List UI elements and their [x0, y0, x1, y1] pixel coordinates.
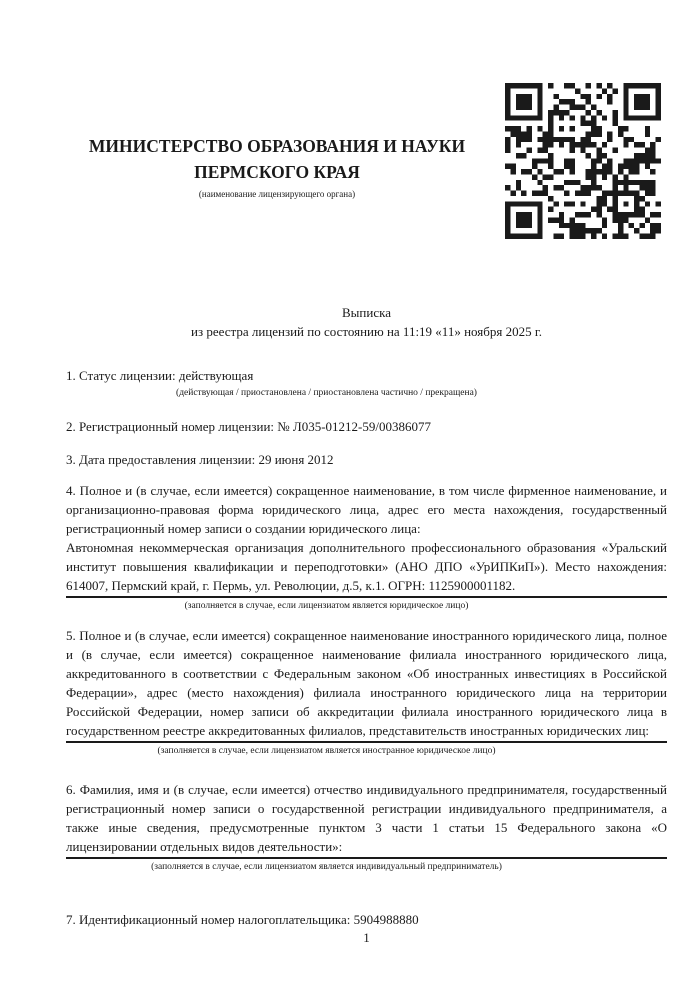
- item-7-label: 7. Идентификационный номер налогоплательщика: 5904988880: [66, 912, 419, 927]
- item-5-underline: [66, 741, 667, 743]
- item-5-foreign-entity: [66, 626, 667, 758]
- item-4-value: Автономная некоммерческая организация дополнительного профессионального образования «Уральский институт повышения квалификации и переподготовки» (АНО ДПО «УрИПКиП»). Место нахождения: 614007, Пермский край, г. Пермь, ул. Революции, д.5, к.1. ОГРН: 1125900001182.: [66, 540, 667, 593]
- licensing-authority-header: [66, 133, 488, 200]
- item-5-label: 5. Полное и (в случае, если имеется) сокращенное наименование иностранного юридического лица, полное и (в случае, если имеется) сокращенное наименование филиала иностранного юридического лица, аккредитованного в соответствии с Федеральным законом «Об иностранных инвестициях в Российской Федерации», адрес (место нахождения) филиала иностранного юридического лица на территории Российской Федерации, номер записи об аккредитации филиала иностранного юридического лица в государственном реестре аккредитованных филиалов, представительств иностранных юридических лиц:: [66, 628, 667, 738]
- item-3-license-grant-date: [66, 450, 667, 469]
- item-4-label: 4. Полное и (в случае, если имеется) сокращенное наименование, в том числе фирменное наименование, и организационно-правовая форма юридического лица, адрес его места нахождения, государственный регистрационный номер записи о создании юридического лица:: [66, 483, 667, 536]
- item-5-caption: (заполняется в случае, если лицензиатом является иностранное юридическое лицо): [157, 746, 496, 756]
- item-4-underline: [66, 596, 667, 598]
- item-2-label: 2. Регистрационный номер лицензии: № Л035-01212-59/00386077: [66, 419, 432, 434]
- item-3-label: 3. Дата предоставления лицензии: 29 июня 2012: [66, 452, 334, 467]
- ministry-name-line1: МИНИСТЕРСТВО ОБРАЗОВАНИЯ И НАУКИ: [88, 136, 466, 156]
- page-number: 1: [363, 930, 370, 945]
- document-title-line1: Выписка: [342, 305, 391, 320]
- qr-code-image: [505, 83, 661, 239]
- item-4-legal-entity: [66, 481, 667, 613]
- item-6-label: 6. Фамилия, имя и (в случае, если имеется) отчество индивидуального предпринимателя, государственный регистрационный номер записи о государственной регистрации индивидуального предпринимателя, а также иные сведения, предусмотренные пунктом 3 части 1 статьи 15 Федерального закона «О лицензировании отдельных видов деятельности»:: [66, 782, 667, 854]
- document-title-line2: из реестра лицензий по состоянию на 11:19 «11» ноября 2025 г.: [191, 324, 542, 339]
- item-1-options-caption: (действующая / приостановлена / приостановлена частично / прекращена): [176, 388, 477, 398]
- item-6-individual-entrepreneur: [66, 780, 667, 874]
- item-2-registration-number: [66, 417, 667, 436]
- item-4-caption: (заполняется в случае, если лицензиатом является юридическое лицо): [184, 601, 469, 611]
- item-7-taxpayer-inn: [66, 910, 667, 929]
- ministry-name-line2: ПЕРМСКОГО КРАЯ: [194, 162, 360, 182]
- ministry-caption: (наименование лицензирующего органа): [198, 189, 356, 199]
- item-1-label: 1. Статус лицензии: действующая: [66, 368, 254, 383]
- document-title: [66, 303, 667, 341]
- qr-code: [505, 83, 661, 239]
- item-6-underline: [66, 857, 667, 859]
- item-6-caption: (заполняется в случае, если лицензиатом является индивидуальный предприниматель): [151, 862, 502, 872]
- document-body: [66, 303, 667, 929]
- item-1-license-status: [66, 366, 667, 400]
